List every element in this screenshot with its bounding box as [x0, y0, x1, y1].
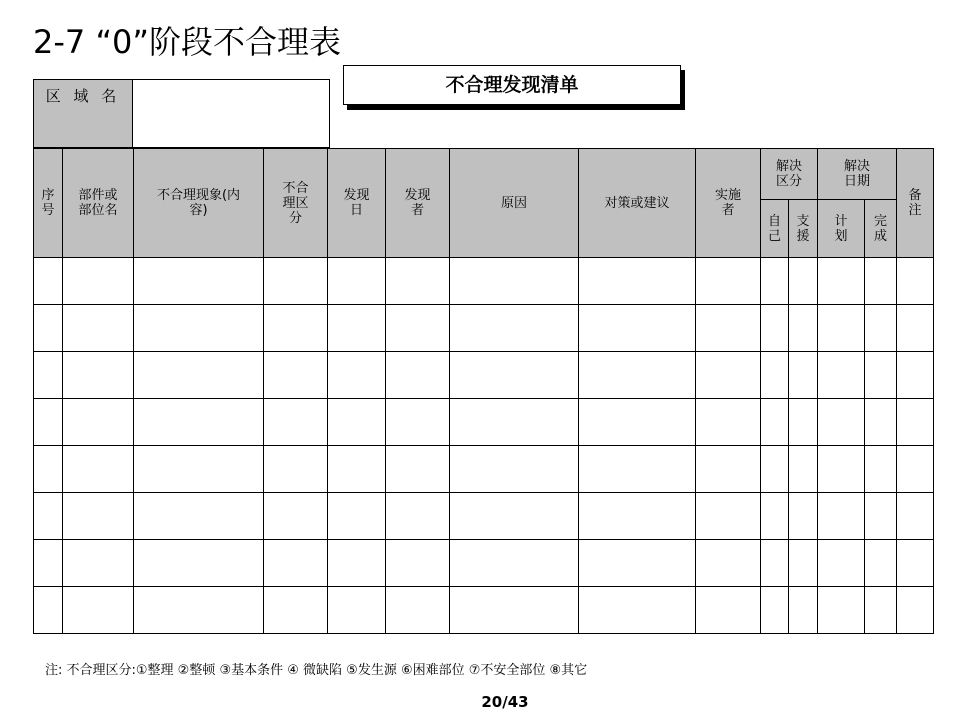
- table-cell[interactable]: [450, 446, 579, 493]
- table-cell[interactable]: [34, 352, 63, 399]
- table-cell[interactable]: [761, 399, 789, 446]
- table-cell[interactable]: [789, 493, 818, 540]
- table-cell[interactable]: [134, 352, 264, 399]
- header-implementer: 实施 者: [696, 149, 761, 258]
- table-cell[interactable]: [134, 587, 264, 634]
- table-cell[interactable]: [579, 493, 696, 540]
- header-solution-date: 解决 日期: [818, 149, 897, 200]
- header-category: 不合 理区 分: [264, 149, 328, 258]
- table-cell[interactable]: [386, 399, 450, 446]
- table-cell[interactable]: [328, 493, 386, 540]
- table-cell[interactable]: [818, 540, 865, 587]
- table-cell[interactable]: [696, 258, 761, 305]
- table-row: [34, 493, 934, 540]
- table-cell[interactable]: [818, 399, 865, 446]
- header-measure: 对策或建议: [579, 149, 696, 258]
- table-cell[interactable]: [328, 258, 386, 305]
- table-cell[interactable]: [328, 399, 386, 446]
- table-cell[interactable]: [897, 493, 934, 540]
- table-cell[interactable]: [450, 540, 579, 587]
- table-cell[interactable]: [865, 587, 897, 634]
- area-name-label: 区 域 名: [33, 79, 133, 148]
- table-cell[interactable]: [63, 352, 134, 399]
- table-cell[interactable]: [264, 258, 328, 305]
- table-row: [34, 540, 934, 587]
- table-cell[interactable]: [34, 446, 63, 493]
- table-cell[interactable]: [386, 305, 450, 352]
- table-cell[interactable]: [818, 446, 865, 493]
- table-cell[interactable]: [865, 352, 897, 399]
- table-cell[interactable]: [865, 493, 897, 540]
- table-cell[interactable]: [134, 258, 264, 305]
- table-cell[interactable]: [34, 540, 63, 587]
- table-cell[interactable]: [34, 305, 63, 352]
- table-cell[interactable]: [897, 399, 934, 446]
- table-cell[interactable]: [264, 446, 328, 493]
- header-found-date: 发现 日: [328, 149, 386, 258]
- table-cell[interactable]: [134, 493, 264, 540]
- header-seq: 序 号: [34, 149, 63, 258]
- table-cell[interactable]: [789, 399, 818, 446]
- table-cell[interactable]: [264, 540, 328, 587]
- table-cell[interactable]: [865, 446, 897, 493]
- table-row: [34, 305, 934, 352]
- table-cell[interactable]: [789, 540, 818, 587]
- table-cell[interactable]: [134, 540, 264, 587]
- table-cell[interactable]: [579, 305, 696, 352]
- table-cell[interactable]: [63, 399, 134, 446]
- table-cell[interactable]: [63, 305, 134, 352]
- table-cell[interactable]: [450, 352, 579, 399]
- table-cell[interactable]: [450, 587, 579, 634]
- header-cause: 原因: [450, 149, 579, 258]
- header-part: 部件或 部位名: [63, 149, 134, 258]
- list-title: 不合理发现清单: [343, 65, 681, 105]
- table-cell[interactable]: [761, 587, 789, 634]
- table-cell[interactable]: [789, 258, 818, 305]
- table-cell[interactable]: [450, 399, 579, 446]
- table-cell[interactable]: [897, 587, 934, 634]
- area-name-field[interactable]: [133, 79, 330, 148]
- table-cell[interactable]: [264, 587, 328, 634]
- table-cell[interactable]: [264, 493, 328, 540]
- table-cell[interactable]: [579, 352, 696, 399]
- table-cell[interactable]: [134, 399, 264, 446]
- table-row: [34, 399, 934, 446]
- table-cell[interactable]: [696, 540, 761, 587]
- table-cell[interactable]: [328, 587, 386, 634]
- table-cell[interactable]: [761, 446, 789, 493]
- table-cell[interactable]: [34, 258, 63, 305]
- table-cell[interactable]: [328, 540, 386, 587]
- table-cell[interactable]: [450, 258, 579, 305]
- table-cell[interactable]: [818, 352, 865, 399]
- header-finder: 发现 者: [386, 149, 450, 258]
- table-cell[interactable]: [264, 399, 328, 446]
- table-cell[interactable]: [818, 258, 865, 305]
- table-cell[interactable]: [696, 587, 761, 634]
- table-cell[interactable]: [450, 493, 579, 540]
- table-cell[interactable]: [696, 446, 761, 493]
- table-row: [34, 587, 934, 634]
- header-done: 完 成: [865, 200, 897, 258]
- table-cell[interactable]: [264, 352, 328, 399]
- table-cell[interactable]: [63, 446, 134, 493]
- table-cell[interactable]: [897, 305, 934, 352]
- table-cell[interactable]: [386, 540, 450, 587]
- table-cell[interactable]: [865, 399, 897, 446]
- table-cell[interactable]: [761, 305, 789, 352]
- table-cell[interactable]: [897, 446, 934, 493]
- table-cell[interactable]: [897, 540, 934, 587]
- table-cell[interactable]: [696, 352, 761, 399]
- table-cell[interactable]: [865, 258, 897, 305]
- table-cell[interactable]: [328, 305, 386, 352]
- table-cell[interactable]: [386, 446, 450, 493]
- table-cell[interactable]: [789, 352, 818, 399]
- table-cell[interactable]: [328, 446, 386, 493]
- table-cell[interactable]: [63, 258, 134, 305]
- page-title: 2-7 “0”阶段不合理表: [33, 23, 341, 61]
- table-row: [34, 446, 934, 493]
- table-cell[interactable]: [134, 446, 264, 493]
- table-cell[interactable]: [579, 587, 696, 634]
- header-solution-type: 解决 区分: [761, 149, 818, 200]
- table-cell[interactable]: [696, 493, 761, 540]
- table-cell[interactable]: [696, 305, 761, 352]
- table-cell[interactable]: [865, 305, 897, 352]
- table-cell[interactable]: [264, 305, 328, 352]
- table-cell[interactable]: [789, 446, 818, 493]
- header-self: 自 己: [761, 200, 789, 258]
- table-cell[interactable]: [34, 493, 63, 540]
- table-cell[interactable]: [789, 305, 818, 352]
- table-cell[interactable]: [328, 352, 386, 399]
- header-support: 支 援: [789, 200, 818, 258]
- table-cell[interactable]: [761, 540, 789, 587]
- table-cell[interactable]: [34, 399, 63, 446]
- footnote: 注: 不合理区分:①整理 ②整顿 ③基本条件 ④ 微缺陷 ⑤发生源 ⑥困难部位 ⑦不安全部位 ⑧其它: [45, 663, 588, 678]
- table-cell[interactable]: [134, 305, 264, 352]
- issue-table: [33, 148, 934, 634]
- table-row: [34, 258, 934, 305]
- table-cell[interactable]: [63, 587, 134, 634]
- header-plan: 计 划: [818, 200, 865, 258]
- table-body: [34, 258, 934, 634]
- table-cell[interactable]: [818, 587, 865, 634]
- table-cell[interactable]: [761, 493, 789, 540]
- table-cell[interactable]: [761, 258, 789, 305]
- page-number: 20/43: [481, 693, 529, 711]
- table-cell[interactable]: [386, 493, 450, 540]
- table-cell[interactable]: [761, 352, 789, 399]
- table-cell[interactable]: [386, 258, 450, 305]
- table-cell[interactable]: [579, 540, 696, 587]
- table-cell[interactable]: [897, 258, 934, 305]
- table-cell[interactable]: [63, 493, 134, 540]
- header-remark: 备 注: [897, 149, 934, 258]
- table-cell[interactable]: [789, 587, 818, 634]
- table-cell[interactable]: [818, 493, 865, 540]
- table-row: [34, 352, 934, 399]
- table-cell[interactable]: [897, 352, 934, 399]
- table-cell[interactable]: [579, 258, 696, 305]
- table-cell[interactable]: [696, 399, 761, 446]
- table-cell[interactable]: [386, 352, 450, 399]
- table-cell[interactable]: [450, 305, 579, 352]
- table-cell[interactable]: [865, 540, 897, 587]
- table-cell[interactable]: [386, 587, 450, 634]
- table-cell[interactable]: [579, 446, 696, 493]
- table-cell[interactable]: [818, 305, 865, 352]
- table-cell[interactable]: [579, 399, 696, 446]
- table-cell[interactable]: [34, 587, 63, 634]
- table-cell[interactable]: [63, 540, 134, 587]
- header-phenomenon: 不合理现象(内 容): [134, 149, 264, 258]
